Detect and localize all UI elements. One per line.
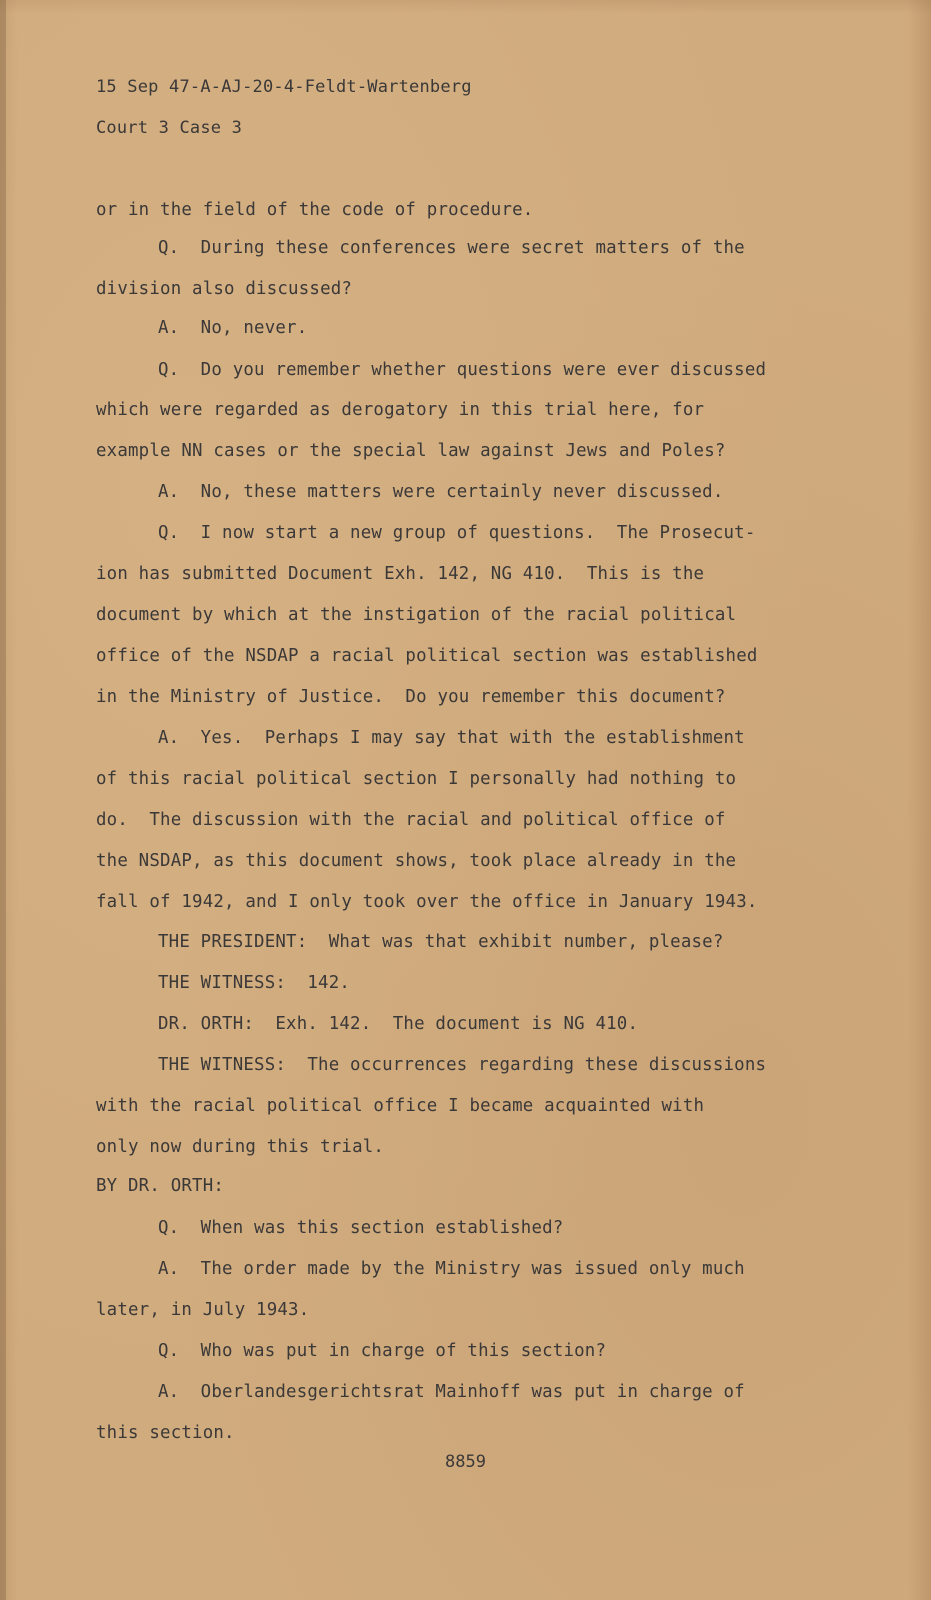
body-line: which were regarded as derogatory in this trial here, for <box>96 400 705 420</box>
header-court: Court 3 Case 3 <box>96 118 243 138</box>
body-line: Q. Who was put in charge of this section? <box>158 1341 607 1361</box>
body-line: A. The order made by the Ministry was issued only much <box>158 1259 745 1279</box>
body-line: with the racial political office I became acquainted with <box>96 1096 705 1116</box>
body-line: A. Oberlandesgerichtsrat Mainhoff was put in charge of <box>158 1382 745 1402</box>
header-reference: 15 Sep 47-A-AJ-20-4-Feldt-Wartenberg <box>96 77 472 97</box>
body-line: of this racial political section I personally had nothing to <box>96 769 737 789</box>
body-line: example NN cases or the special law against Jews and Poles? <box>96 441 726 461</box>
body-line: do. The discussion with the racial and political office of <box>96 810 726 830</box>
body-line: Q. When was this section established? <box>158 1218 564 1238</box>
body-line: DR. ORTH: Exh. 142. The document is NG 410. <box>158 1014 639 1034</box>
body-line: fall of 1942, and I only took over the office in January 1943. <box>96 892 758 912</box>
body-line: Q. During these conferences were secret matters of the <box>158 238 745 258</box>
body-line: THE WITNESS: The occurrences regarding these discussions <box>158 1055 767 1075</box>
body-line: office of the NSDAP a racial political section was established <box>96 646 758 666</box>
body-line: Q. Do you remember whether questions were ever discussed <box>158 360 767 380</box>
body-line: A. No, never. <box>158 318 308 338</box>
body-line: BY DR. ORTH: <box>96 1176 225 1196</box>
body-line: THE PRESIDENT: What was that exhibit number, please? <box>158 932 724 952</box>
body-line: A. No, these matters were certainly never discussed. <box>158 482 724 502</box>
paper-edge <box>0 0 6 1600</box>
body-line: later, in July 1943. <box>96 1300 310 1320</box>
body-line: ion has submitted Document Exh. 142, NG 410. This is the <box>96 564 705 584</box>
body-line: this section. <box>96 1423 235 1443</box>
body-line: in the Ministry of Justice. Do you remember this document? <box>96 687 726 707</box>
body-line: Q. I now start a new group of questions. The Prosecut- <box>158 523 756 543</box>
body-line: A. Yes. Perhaps I may say that with the establishment <box>158 728 745 748</box>
body-line: the NSDAP, as this document shows, took place already in the <box>96 851 737 871</box>
page-number: 8859 <box>445 1452 486 1472</box>
body-line: or in the field of the code of procedure. <box>96 200 534 220</box>
body-line: division also discussed? <box>96 279 353 299</box>
body-line: THE WITNESS: 142. <box>158 973 351 993</box>
body-line: document by which at the instigation of the racial political <box>96 605 737 625</box>
body-line: only now during this trial. <box>96 1137 385 1157</box>
